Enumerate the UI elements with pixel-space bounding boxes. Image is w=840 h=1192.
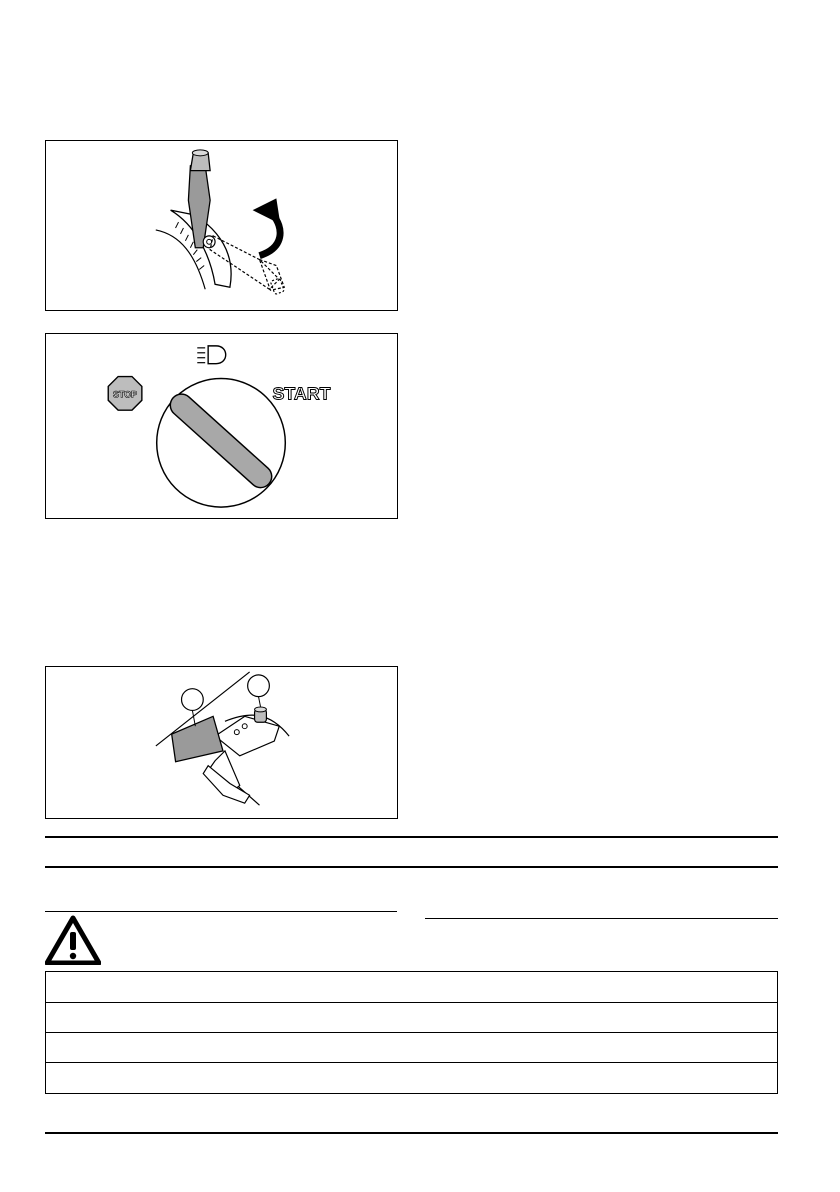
callout-2 bbox=[248, 675, 270, 697]
stop-sign-icon bbox=[108, 377, 142, 411]
warning-triangle-icon bbox=[45, 915, 101, 965]
pedals-illustration bbox=[46, 667, 397, 818]
table-row bbox=[46, 1063, 777, 1093]
figure-ignition-switch bbox=[45, 333, 398, 519]
footer-rule bbox=[45, 1132, 778, 1134]
headlight-icon bbox=[197, 346, 225, 364]
ignition-switch-illustration bbox=[46, 334, 397, 518]
column-rule-left bbox=[45, 911, 397, 912]
section-rule-top bbox=[45, 836, 778, 838]
figure-pedals bbox=[45, 666, 398, 819]
figure-parking-brake bbox=[45, 140, 398, 311]
callout-1 bbox=[182, 689, 204, 711]
table-row bbox=[46, 972, 777, 1003]
stop-label: STOP bbox=[113, 389, 138, 400]
start-label: START bbox=[272, 383, 331, 404]
parking-brake-illustration bbox=[46, 141, 397, 310]
table-row bbox=[46, 1033, 777, 1063]
table-row bbox=[46, 1003, 777, 1033]
section-rule-second bbox=[45, 866, 778, 868]
column-rule-right bbox=[425, 918, 778, 919]
warning-table bbox=[45, 971, 778, 1094]
